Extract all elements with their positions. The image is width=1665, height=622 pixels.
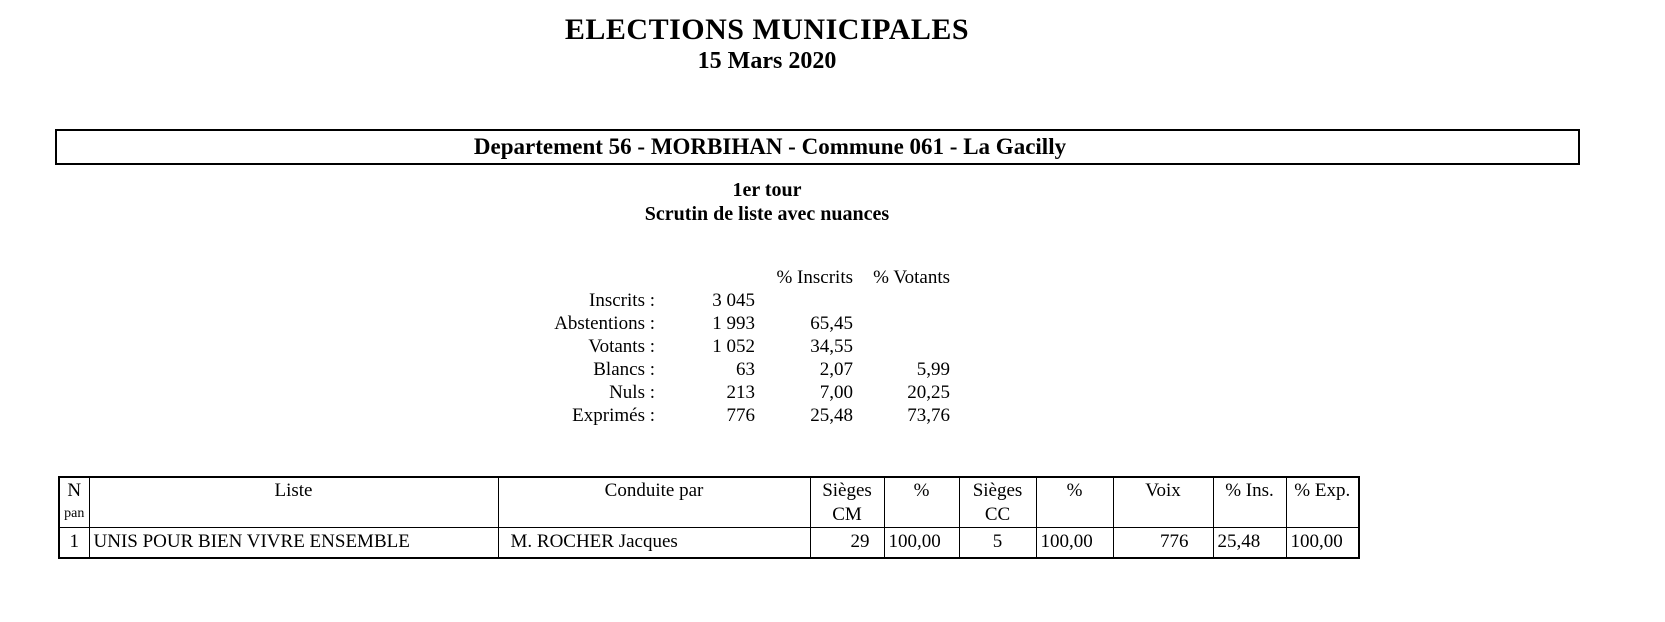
- participation-header-inscrits: % Inscrits: [776, 267, 853, 288]
- stat-label: Nuls :: [609, 382, 655, 403]
- stat-value: 1 993: [712, 313, 755, 334]
- col-header-pct-cc: %: [1036, 477, 1113, 527]
- stat-pct-votants: 20,25: [907, 382, 950, 403]
- stat-value: 3 045: [712, 290, 755, 311]
- stat-value: 213: [726, 382, 755, 403]
- results-row: [59, 527, 1359, 558]
- round-subtitle: Scrutin de liste avec nuances: [644, 203, 890, 225]
- col-header-sieges-cm: Sièges CM: [810, 477, 884, 527]
- stat-pct-inscrits: 7,00: [819, 382, 853, 403]
- election-date: 15 Mars 2020: [697, 48, 837, 74]
- stat-label: Abstentions :: [554, 313, 655, 334]
- cell-pct-exp: 100,00: [1286, 527, 1359, 558]
- stat-pct-inscrits: [755, 289, 853, 312]
- title-block: [0, 13, 1534, 76]
- stat-pct-inscrits: 25,48: [810, 405, 853, 426]
- participation-row-inscrits: [455, 289, 950, 312]
- col-header-pct-exp: % Exp.: [1286, 477, 1359, 527]
- stat-pct-inscrits: 34,55: [810, 336, 853, 357]
- cell-liste: UNIS POUR BIEN VIVRE ENSEMBLE: [89, 527, 498, 558]
- cell-sieges-cm: 29: [810, 527, 884, 558]
- stat-pct-votants: 5,99: [916, 359, 950, 380]
- department-banner-box: [55, 129, 1580, 165]
- col-header-pct-cm: %: [884, 477, 959, 527]
- participation-row-blancs: [455, 358, 950, 381]
- round-block: [0, 178, 1534, 226]
- participation-table: [455, 266, 950, 427]
- stat-pct-votants: [853, 335, 950, 358]
- participation-header-votants: % Votants: [873, 267, 950, 288]
- participation-row-votants: [455, 335, 950, 358]
- cell-voix: 776: [1113, 527, 1213, 558]
- col-header-sieges-cc: Sièges CC: [959, 477, 1036, 527]
- stat-pct-votants: 73,76: [907, 405, 950, 426]
- department-banner: Departement 56 - MORBIHAN - Commune 061 - La Gacilly: [473, 134, 1067, 159]
- stat-pct-votants: [853, 312, 950, 335]
- stat-pct-inscrits: 65,45: [810, 313, 853, 334]
- col-header-liste: Liste: [89, 477, 498, 527]
- stat-pct-inscrits: 2,07: [819, 359, 853, 380]
- col-header-pct-ins: % Ins.: [1213, 477, 1286, 527]
- stat-label: Votants :: [588, 336, 655, 357]
- results-table: [58, 476, 1360, 559]
- cell-sieges-cc: 5: [959, 527, 1036, 558]
- stat-value: 63: [736, 359, 755, 380]
- page-title: ELECTIONS MUNICIPALES: [564, 13, 970, 46]
- stat-value: 1 052: [712, 336, 755, 357]
- participation-row-abstentions: [455, 312, 950, 335]
- participation-header-row: [455, 266, 950, 289]
- col-header-voix: Voix: [1113, 477, 1213, 527]
- participation-row-nuls: [455, 381, 950, 404]
- stat-label: Inscrits :: [589, 290, 655, 311]
- results-header-row: [59, 477, 1359, 527]
- cell-pct-cc: 100,00: [1036, 527, 1113, 558]
- stat-value: 776: [726, 405, 755, 426]
- col-header-conduite: Conduite par: [498, 477, 810, 527]
- results-section: [58, 476, 1360, 559]
- participation-row-exprimes: [455, 404, 950, 427]
- cell-num: 1: [59, 527, 89, 558]
- stat-pct-votants: [853, 289, 950, 312]
- stat-label: Exprimés :: [572, 405, 655, 426]
- round-title: 1er tour: [732, 179, 802, 201]
- cell-pct-cm: 100,00: [884, 527, 959, 558]
- participation-summary: [455, 266, 950, 427]
- stat-label: Blancs :: [593, 359, 655, 380]
- cell-conduite: M. ROCHER Jacques: [498, 527, 810, 558]
- cell-pct-ins: 25,48: [1213, 527, 1286, 558]
- col-header-num: N pan: [59, 477, 89, 527]
